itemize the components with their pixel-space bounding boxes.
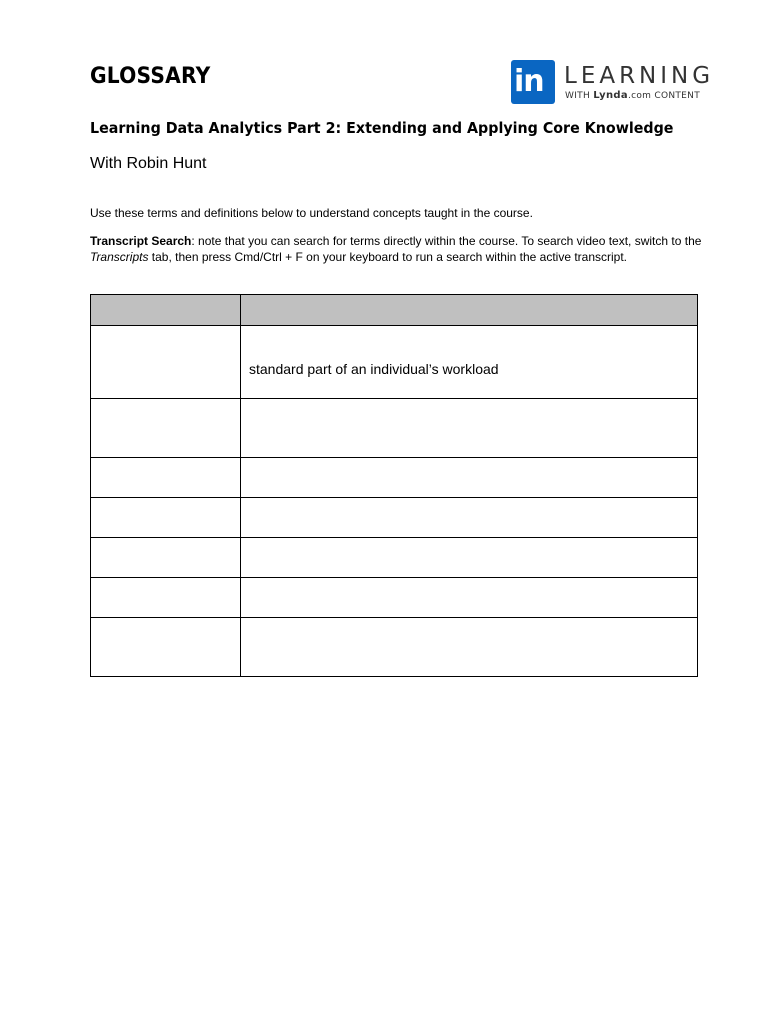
definition-cell	[241, 538, 698, 578]
definition-header	[241, 295, 698, 326]
logo-subtitle	[565, 90, 700, 102]
table-row	[91, 498, 698, 538]
definition-cell	[241, 618, 698, 677]
definition-cell	[241, 578, 698, 618]
transcripts-tab-name: Transcripts	[90, 249, 149, 264]
definition-cell	[241, 399, 698, 458]
transcript-search-note	[90, 234, 708, 265]
logo-word: LEARNING	[564, 63, 715, 89]
term-cell	[91, 618, 241, 677]
table-row	[91, 618, 698, 677]
table-row	[91, 458, 698, 498]
search-note-text-b: tab, then press Cmd/Ctrl + F on your keyboard to run a search within the active transcript.	[148, 249, 628, 264]
term-cell	[91, 578, 241, 618]
definition-cell	[241, 458, 698, 498]
logo-sub-suffix: .com CONTENT	[627, 91, 700, 101]
logo-mark: in	[514, 64, 544, 99]
page-title: GLOSSARY	[90, 64, 211, 89]
term-cell	[91, 498, 241, 538]
transcript-search-label: Transcript Search	[90, 234, 192, 248]
course-title: Learning Data Analytics Part 2: Extending and Applying Core Knowledge	[90, 119, 674, 137]
term-cell	[91, 458, 241, 498]
linkedin-learning-logo	[511, 60, 715, 106]
term-header	[91, 295, 241, 326]
glossary-table	[90, 294, 698, 677]
table-row	[91, 399, 698, 458]
linkedin-in-icon	[511, 60, 555, 104]
intro-text: Use these terms and definitions below to understand concepts taught in the course.	[90, 206, 533, 220]
logo-sub-brand: Lynda	[593, 90, 628, 101]
definition-cell: standard part of an individual’s workload	[241, 326, 698, 399]
term-cell	[91, 538, 241, 578]
table-row	[91, 538, 698, 578]
table-row	[91, 578, 698, 618]
table-header-row	[91, 295, 698, 326]
term-cell	[91, 399, 241, 458]
term-cell	[91, 326, 241, 399]
table-row	[91, 326, 698, 399]
instructor-name: With Robin Hunt	[90, 155, 207, 172]
search-note-text-a: : note that you can search for terms directly within the course. To search video text, switch to the	[191, 234, 702, 248]
logo-sub-prefix: WITH	[565, 91, 594, 101]
definition-cell	[241, 498, 698, 538]
